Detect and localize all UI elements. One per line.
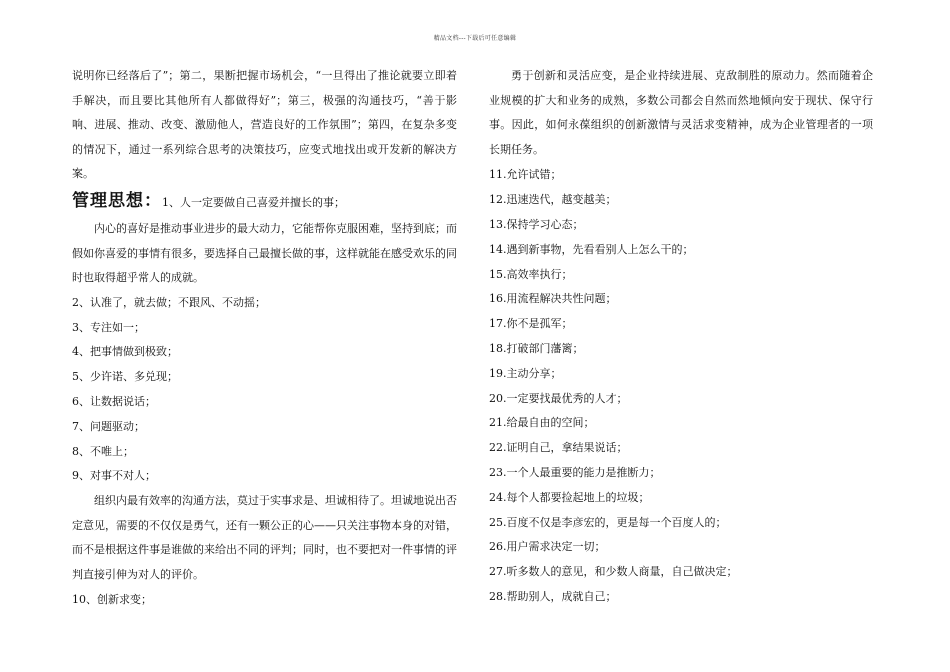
list-item: 12.迅速迭代，越变越美；: [489, 193, 617, 207]
list-item: 23.一个人最重要的能力是推断力；: [489, 465, 661, 479]
list-item: 17.你不是孤军；: [489, 317, 573, 331]
list-item: 13.保持学习心态；: [489, 217, 584, 231]
list-item: 26.用户需求决定一切；: [489, 540, 606, 554]
list-item: 25.百度不仅是李彦宏的，更是每一个百度人的；: [489, 515, 727, 529]
list-item: 27.听多数人的意见，和少数人商量，自己做决定；: [489, 565, 738, 579]
heading-row: [72, 187, 457, 217]
page-header: 精品文档---下载后可任意编辑: [433, 35, 517, 42]
list-item: 20.一定要找最优秀的人才；: [489, 391, 628, 405]
list-item: 2、认准了，就去做；不跟风、不动摇；: [72, 295, 266, 309]
list-item: 11.允许试错；: [489, 168, 562, 182]
list-item: 22.证明自己，拿结果说话；: [489, 441, 628, 455]
list-item: 19.主动分享；: [489, 366, 562, 380]
section-heading: 管理思想：: [72, 190, 162, 211]
list-item: 5、少许诺、多兑现；: [72, 370, 178, 384]
list-item: 15.高效率执行；: [489, 267, 573, 281]
list-item: 9、对事不对人；: [72, 469, 156, 483]
body-paragraph: 组织内最有效率的沟通方法，莫过于实事求是、坦诚相待了。坦诚地说出否定意见，需要的不仅仅是勇气，还有一颗公正的心——只关注事物本身的对错，而不是根据这件事是谁做的来给出不同的评判；同时，也不要把对一件事情的评判直接引伸为对人的评价。: [72, 494, 457, 581]
list-item: 8、不唯上；: [72, 444, 134, 458]
list-item: 6、让数据说话；: [72, 394, 156, 408]
list-item: 1、人一定要做自己喜爱并擅长的事；: [162, 195, 345, 209]
list-item: 24.每个人都要捡起地上的垃圾；: [489, 490, 650, 504]
right-column: [489, 64, 873, 610]
left-column: [72, 64, 457, 612]
item-list: [489, 163, 873, 609]
list-item: 3、专注如一；: [72, 320, 145, 334]
list-item: 16.用流程解决共性问题；: [489, 292, 617, 306]
body-paragraph: 勇于创新和灵活应变，是企业持续进展、克敌制胜的原动力。然而随着企业规模的扩大和业务的成熟，多数公司都会自然而然地倾向安于现状、保守行事。因此，如何永葆组织的创新激情与灵活求变精神，成为企业管理者的一项长期任务。: [489, 69, 873, 156]
intro-paragraph: 说明你已经落后了”；第二，果断把握市场机会，“一旦得出了推论就要立即着手解决，而且要比其他所有人都做得好”；第三，极强的沟通技巧，“善于影响、进展、推动、改变、激励他人，营造良好的工作氛围”；第四，在复杂多变的情况下，通过一系列综合思考的决策技巧，应变式地找出或开发新的解决方案。: [72, 69, 457, 181]
body-paragraph: 内心的喜好是推动事业进步的最大动力，它能帮你克服困难，坚持到底；而假如你喜爱的事情有很多，要选择自己最擅长做的事，这样就能在感受欢乐的同时也取得超乎常人的成就。: [72, 221, 457, 285]
list-item: 7、问题驱动；: [72, 419, 145, 433]
list-item: 18.打破部门藩篱；: [489, 341, 584, 355]
list-item: 10、创新求变；: [72, 592, 152, 606]
list-item: 14.遇到新事物，先看看别人上怎么干的；: [489, 242, 694, 256]
list-item: 21.给最自由的空间；: [489, 416, 595, 430]
list-item: 4、把事情做到极致；: [72, 345, 178, 359]
list-item: 28.帮助别人，成就自己；: [489, 589, 617, 603]
